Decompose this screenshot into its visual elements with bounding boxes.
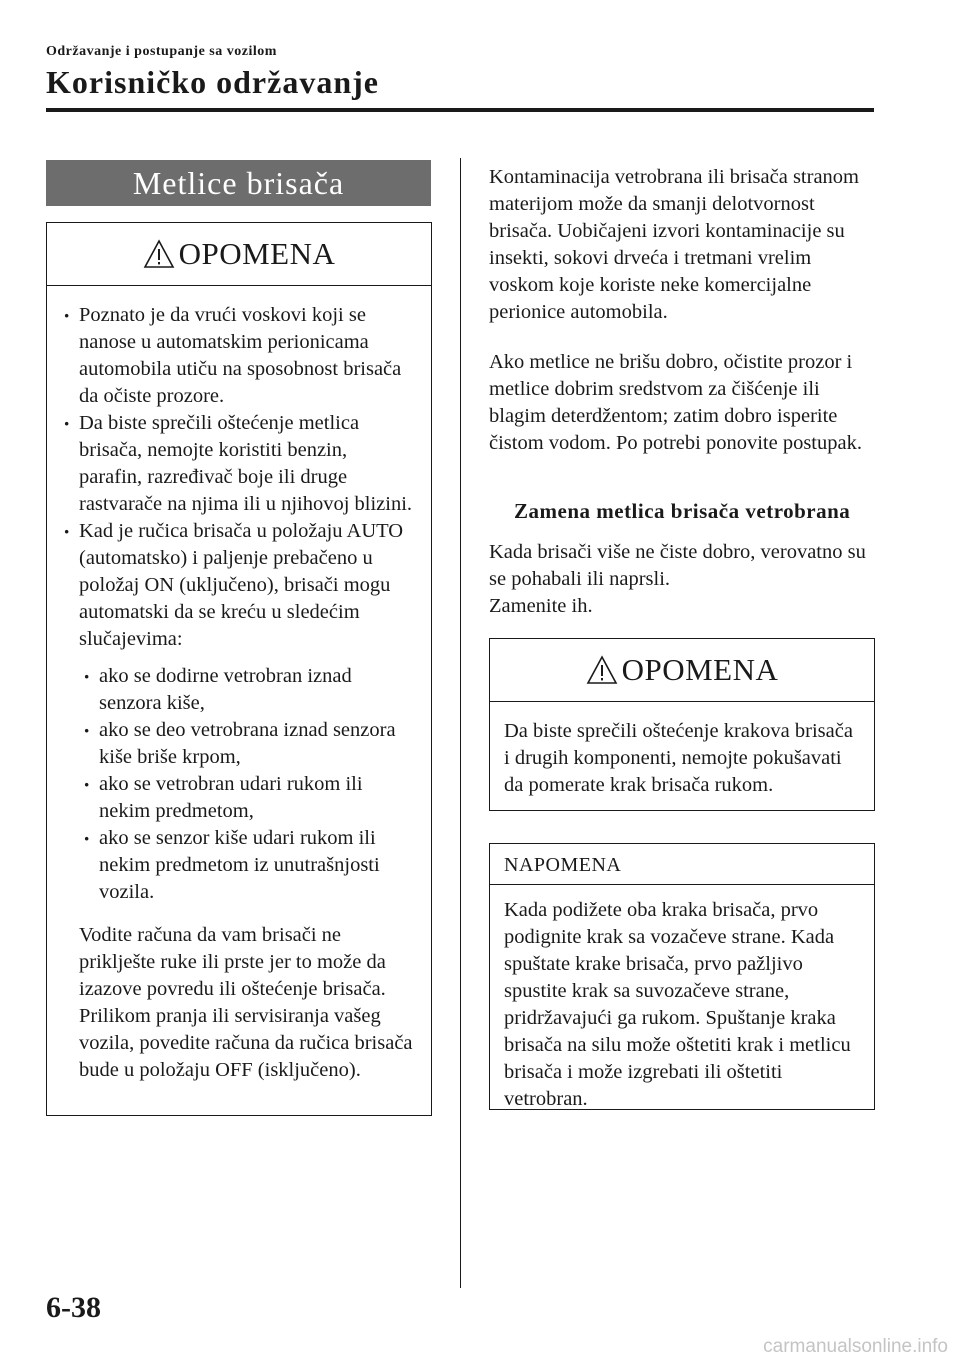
header-kicker: Održavanje i postupanje sa vozilom [46, 44, 277, 59]
sub-list-item: · ako se deo vetrobrana iznad senzora kiše briše krpom, [99, 717, 415, 771]
replacement-paragraph [489, 539, 877, 620]
note-body: Kada podižete oba kraka brisača, prvo podignite krak sa vozačeve strane. Kada spuštate krake brisača, prvo pažljivo spustite krak sa suvozačeve strane, pridržavajući ga rukom. Spuštanje kraka brisača na silu može oštetiti krak i metlicu brisača i može izgrebati ili oštetiti vetrobran. [504, 899, 851, 1110]
note-box [489, 843, 875, 1110]
warning-box-2-heading: OPOMENA [621, 652, 779, 687]
page-title: Korisničko održavanje [46, 64, 379, 100]
page-number: 6-38 [46, 1291, 101, 1324]
sub-list-item: · ako se senzor kiše udari rukom ili nekim predmetom iz unutrašnjosti vozila. [99, 825, 415, 906]
replace-instruction: Zamenite ih. [489, 595, 593, 617]
warning-box-2-header [490, 639, 874, 702]
warning-triangle-icon [143, 239, 175, 269]
intro-paragraph: Kontaminacija vetrobrana ili brisača stranom materijom može da smanji delotvornost brisača. Uobičajeni izvori kontaminacije su insekti, sokovi drveća i tretmani vrelim voskom koje koriste neke komercijalne perionice automobila. [489, 166, 860, 323]
warning-box-2 [489, 638, 875, 811]
warning-list [79, 302, 415, 653]
list-item: · Da biste sprečili oštećenje metlica brisača, nemojte koristiti benzin, parafin, razređivač boje ili druge rastvarače na njima ili u njihovoj blizini. [79, 410, 415, 518]
warning-box-1-heading: OPOMENA [178, 236, 336, 271]
column-divider [460, 158, 461, 1288]
section-banner: Metlice brisača [46, 160, 431, 206]
watermark: carmanualsonline.info [763, 1336, 948, 1357]
note-heading: NAPOMENA [490, 844, 874, 885]
replacement-subheading: Zamena metlica brisača vetrobrana [514, 499, 851, 523]
warning-box-1-header [47, 223, 431, 286]
list-item: · Kad je ručica brisača u položaju AUTO (automatsko) i paljenje prebačeno u položaj ON (uključeno), brisači mogu automatski da se kreću u sledećim slučajevima: [79, 518, 415, 653]
warning-triangle-icon [586, 655, 618, 685]
warning-box-1 [46, 222, 432, 1116]
list-item: · Poznato je da vrući voskovi koji se nanose u automatskim perionicama automobila utiču na sposobnost brisača da očiste prozore. [79, 302, 415, 410]
header-rule [46, 108, 874, 112]
warning-box-1-body [47, 286, 431, 1084]
cleaning-paragraph: Ako metlice ne brišu dobro, očistite prozor i metlice dobrim sredstvom za čišćenje ili blagim deterdžentom; zatim dobro isperite čistom vodom. Po potrebi ponovite postupak. [489, 351, 862, 454]
replacement-text: Kada brisači više ne čiste dobro, verovatno su se pohabali ili naprsli. [489, 541, 866, 590]
sub-list-item: · ako se vetrobran udari rukom ili nekim predmetom, [99, 771, 415, 825]
warning-sub-list [79, 663, 415, 906]
warning-closing-text: Vodite računa da vam brisači ne priklješte ruke ili prste jer to može da izazove povredu ili oštećenje brisača. Prilikom pranja ili servisiranja vašeg vozila, povedite računa da ručica brisača bude u položaju OFF (isključeno). [79, 924, 413, 1081]
sub-list-item: · ako se dodirne vetrobran iznad senzora kiše, [99, 663, 415, 717]
warning-box-2-body: Da biste sprečili oštećenje krakova brisača i drugih komponenti, nemojte pokušavati da pomerate krak brisača rukom. [504, 720, 853, 796]
